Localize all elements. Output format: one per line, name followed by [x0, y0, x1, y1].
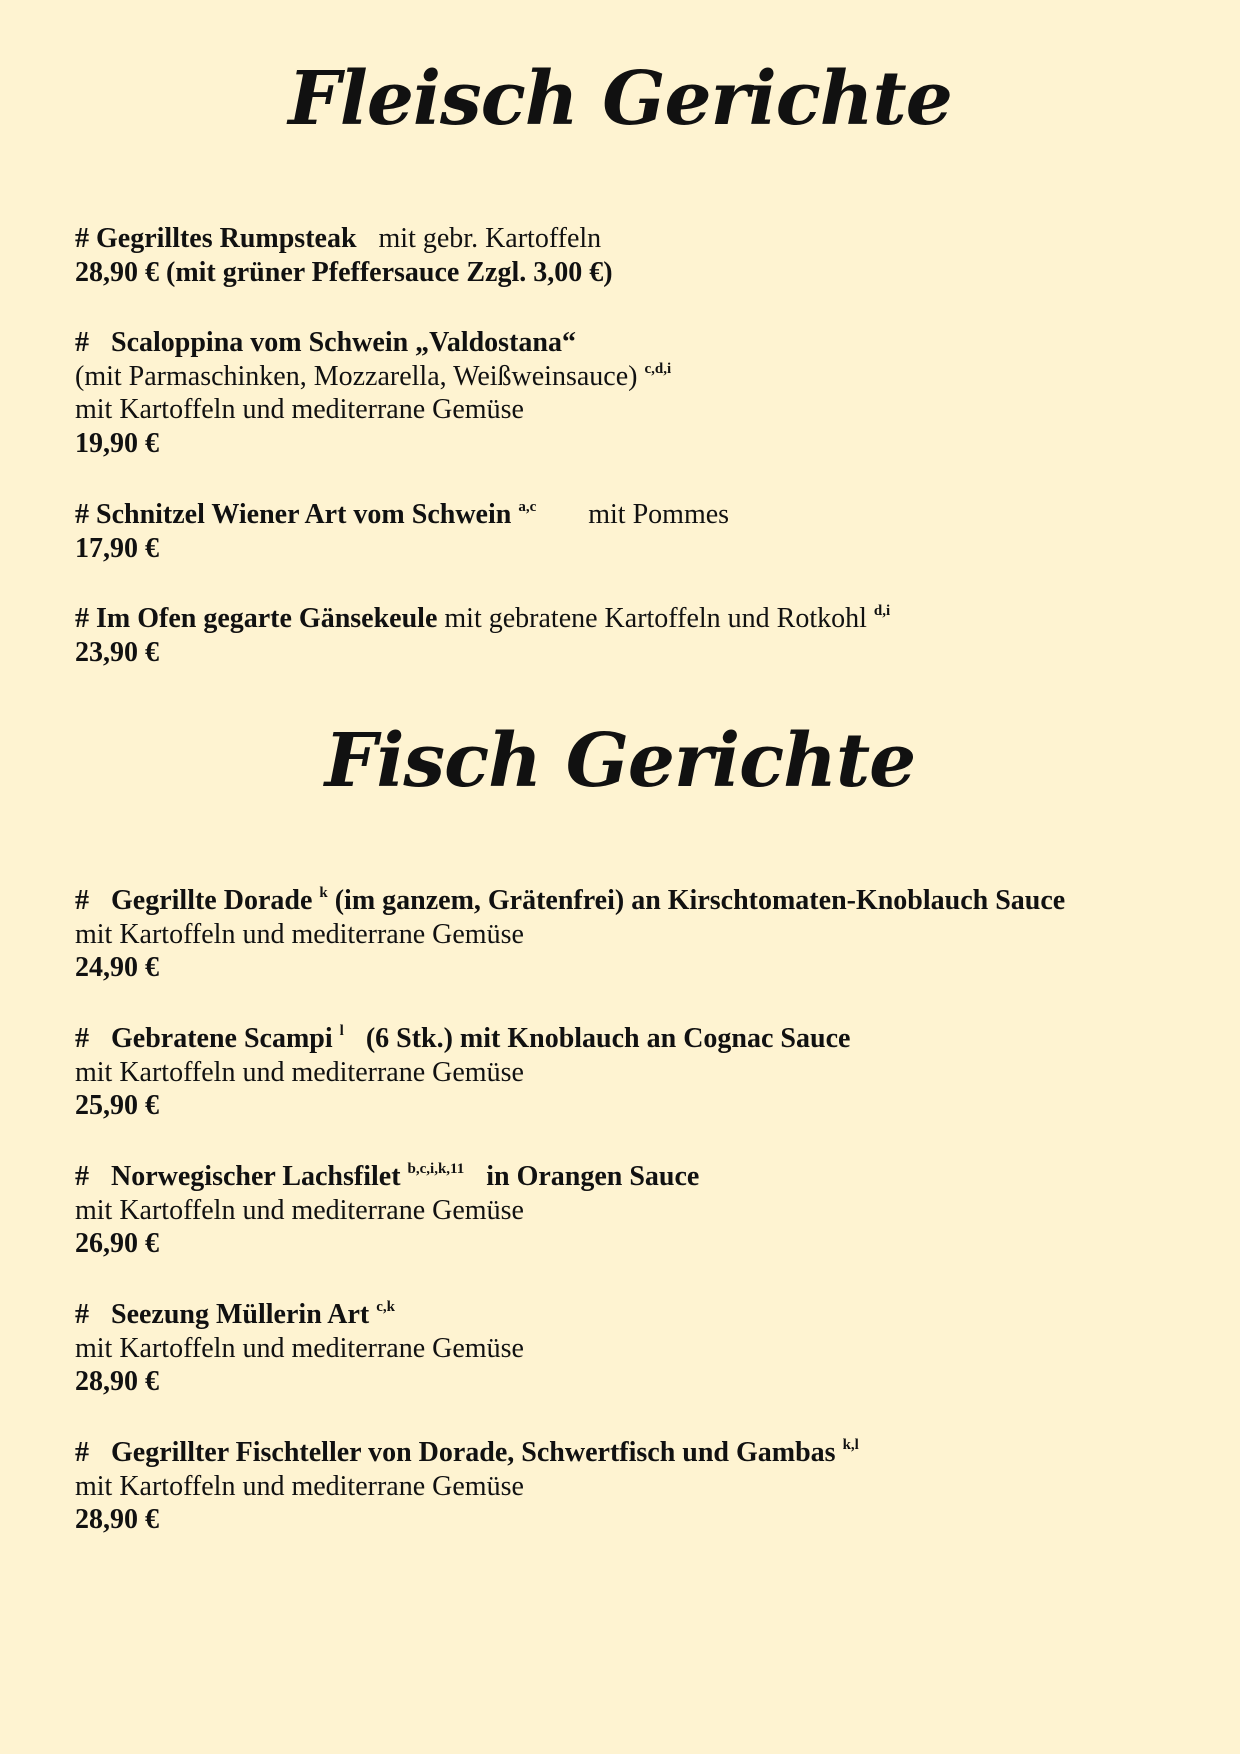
menu-item-rumpsteak: [75, 222, 1195, 289]
bullet-hash: #: [75, 1023, 89, 1054]
menu-item-schnitzel: [75, 498, 1195, 565]
dish-price: 23,90 €: [75, 636, 159, 668]
dish-side: mit Kartoffeln und mediterrane Gemüse: [75, 1332, 524, 1364]
dish-side: mit Kartoffeln und mediterrane Gemüse: [75, 1470, 524, 1502]
dish-side: mit gebratene Kartoffeln und Rotkohl: [444, 603, 867, 634]
dish-side: mit Kartoffeln und mediterrane Gemüse: [75, 1056, 524, 1088]
dish-name: Scaloppina vom Schwein „Valdostana“: [111, 327, 576, 358]
dish-name: Norwegischer Lachsfilet: [111, 1161, 401, 1192]
menu-item-gaensekeule: [75, 602, 1195, 669]
bullet-hash: #: [75, 1161, 89, 1192]
dish-name-suffix: in Orangen Sauce: [486, 1161, 700, 1192]
dish-price: 28,90 € (mit grüner Pfeffersauce Zzgl. 3,00 €): [75, 256, 613, 288]
dish-price: 24,90 €: [75, 952, 159, 983]
dish-side: mit Kartoffeln und mediterrane Gemüse: [75, 918, 524, 950]
dish-side: mit gebr. Kartoffeln: [378, 223, 602, 254]
allergen-codes: b,c,i,k,11: [407, 1161, 465, 1177]
allergen-codes: c,d,i: [644, 360, 672, 377]
section-title-fisch: Fisch Gerichte: [324, 718, 916, 804]
bullet-hash: #: [75, 603, 89, 634]
dish-name: Gebratene Scampi: [111, 1023, 333, 1054]
bullet-hash: #: [75, 1437, 89, 1468]
dish-price: 17,90 €: [75, 532, 159, 564]
allergen-codes: l: [339, 1023, 344, 1039]
dish-price: 26,90 €: [75, 1228, 159, 1259]
dish-name-suffix: (6 Stk.) mit Knoblauch an Cognac Sauce: [365, 1023, 851, 1054]
dish-side: mit Kartoffeln und mediterrane Gemüse: [75, 394, 524, 425]
dish-price: 28,90 €: [75, 1504, 159, 1535]
dish-detail: (mit Parmaschinken, Mozzarella, Weißweinsauce): [75, 360, 638, 392]
allergen-codes: k: [319, 885, 328, 901]
menu-item-lachsfilet: [75, 1160, 1195, 1261]
allergen-codes: k,l: [842, 1437, 859, 1453]
bullet-hash: #: [75, 1299, 89, 1330]
menu-item-dorade: [75, 884, 1195, 985]
menu-item-scampi: [75, 1022, 1195, 1123]
dish-name: Schnitzel Wiener Art vom Schwein: [96, 499, 512, 530]
menu-item-fischteller: [75, 1436, 1195, 1537]
menu-item-scaloppina: [75, 326, 1195, 460]
section-title-fleisch: Fleisch Gerichte: [288, 56, 952, 142]
dish-side: mit Kartoffeln und mediterrane Gemüse: [75, 1194, 524, 1226]
dish-name-suffix: (im ganzem, Grätenfrei) an Kirschtomaten-Knoblauch Sauce: [334, 885, 1066, 916]
dish-price: 25,90 €: [75, 1090, 159, 1121]
menu-item-seezung: [75, 1298, 1195, 1399]
dish-side: mit Pommes: [588, 499, 730, 530]
dish-price: 28,90 €: [75, 1366, 159, 1397]
dish-name: Gegrilltes Rumpsteak: [96, 223, 357, 254]
dish-name: Im Ofen gegarte Gänsekeule: [96, 603, 438, 634]
dish-name: Gegrillte Dorade: [111, 885, 313, 916]
allergen-codes: a,c: [518, 499, 537, 515]
dish-name: Seezung Müllerin Art: [111, 1299, 370, 1330]
bullet-hash: #: [75, 223, 89, 254]
dish-price: 19,90 €: [75, 427, 159, 459]
bullet-hash: #: [75, 885, 89, 916]
bullet-hash: #: [75, 327, 89, 358]
allergen-codes: c,k: [376, 1299, 395, 1315]
allergen-codes: d,i: [873, 603, 891, 619]
bullet-hash: #: [75, 499, 89, 530]
dish-name: Gegrillter Fischteller von Dorade, Schwertfisch und Gambas: [111, 1437, 836, 1468]
